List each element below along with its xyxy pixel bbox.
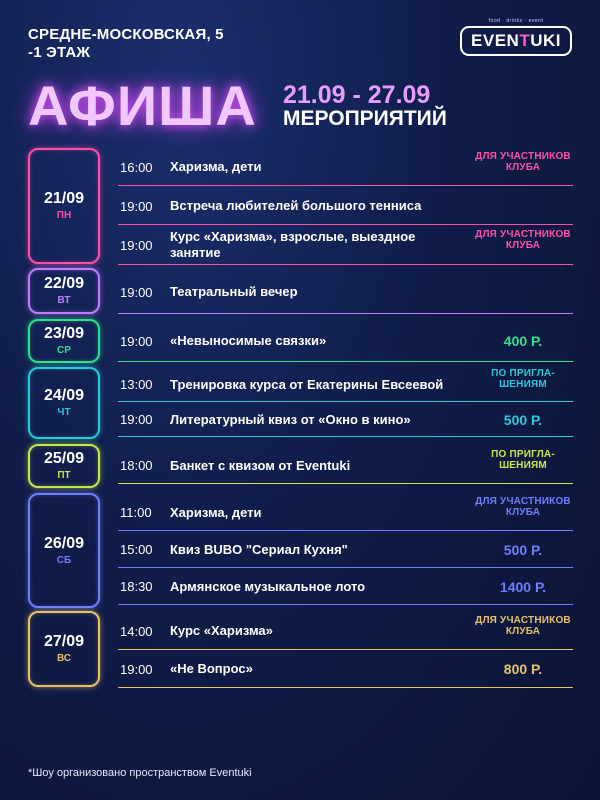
event-price: ДЛЯ УЧАСТНИКОВ КЛУБА	[475, 496, 571, 518]
event-time: 19:00	[120, 199, 153, 214]
event-time: 15:00	[120, 542, 153, 557]
event-price: 400 Р.	[503, 333, 543, 349]
event-price: 800 Р.	[503, 661, 543, 677]
event-price: 500 Р.	[503, 412, 543, 428]
event-time: 16:00	[120, 160, 153, 175]
event-row	[118, 270, 573, 314]
day-date: 26/09	[43, 534, 85, 552]
event-row	[118, 494, 573, 531]
event-row	[118, 225, 573, 265]
event-name: Армянское музыкальное лото	[170, 579, 366, 594]
event-time: 13:00	[120, 377, 153, 392]
event-time: 19:00	[120, 334, 153, 349]
event-name: Встреча любителей большого тенниса	[170, 198, 422, 213]
event-price: 500 Р.	[503, 542, 543, 558]
event-row	[118, 568, 573, 605]
event-name: Харизма, дети	[170, 159, 262, 174]
event-price: ДЛЯ УЧАСТНИКОВ КЛУБА	[475, 229, 571, 251]
venue-address	[28, 26, 224, 62]
event-time: 19:00	[120, 238, 153, 253]
logo-tagline: food · drinks · event	[488, 18, 544, 24]
day-date: 27/09	[43, 633, 85, 650]
event-name: Харизма, дети	[170, 505, 262, 520]
day-badge	[28, 148, 100, 264]
event-time: 14:00	[120, 624, 153, 639]
event-name: Курс «Харизма»	[170, 623, 273, 638]
event-name: Банкет с квизом от Eventuki	[170, 458, 351, 473]
brand-logo	[460, 18, 572, 56]
event-name: Курс «Харизма», взрослые, выездное занятие	[170, 229, 416, 260]
day-weekday: ЧТ	[57, 407, 71, 418]
event-name: Квиз BUBO "Сериал Кухня"	[170, 542, 348, 557]
day-badge	[28, 493, 100, 608]
event-row	[118, 612, 573, 650]
day-date: 21/09	[43, 190, 85, 207]
day-badge	[28, 444, 100, 488]
event-time: 18:00	[120, 458, 153, 473]
event-name: «Невыносимые связки»	[170, 333, 327, 348]
event-row	[118, 650, 573, 688]
footnote: *Шоу организовано пространством Eventuki	[28, 767, 252, 779]
day-weekday: СБ	[56, 554, 72, 566]
event-price: ДЛЯ УЧАСТНИКОВ КЛУБА	[475, 615, 571, 637]
event-row	[118, 148, 573, 186]
event-name: Литературный квиз от «Окно в кино»	[170, 412, 411, 427]
page-subtitle: МЕРОПРИЯТИЙ	[283, 107, 447, 130]
event-price: ПО ПРИГЛА-ШЕНИЯМ	[491, 368, 555, 390]
day-weekday: ПТ	[57, 470, 71, 481]
event-price: ДЛЯ УЧАСТНИКОВ КЛУБА	[475, 151, 571, 173]
event-name: Тренировка курса от Екатерины Евсеевой	[170, 377, 444, 392]
event-name: Театральный вечер	[170, 284, 298, 299]
day-badge	[28, 611, 100, 687]
day-date: 22/09	[43, 275, 85, 292]
day-weekday: СР	[57, 345, 71, 356]
event-time: 11:00	[120, 505, 152, 520]
date-range: 21.09 - 27.09	[283, 81, 431, 109]
address-line-1: СРЕДНЕ-МОСКОВСКАЯ, 5	[28, 26, 224, 43]
event-row	[118, 320, 573, 362]
event-row	[118, 531, 573, 568]
page-title: АФИША	[28, 74, 257, 137]
event-row	[118, 402, 573, 437]
day-date: 23/09	[43, 325, 85, 342]
event-name: «Не Вопрос»	[170, 661, 253, 676]
event-time: 19:00	[120, 285, 153, 300]
day-weekday: ПН	[56, 210, 72, 221]
event-row	[118, 367, 573, 402]
day-badge	[28, 268, 100, 314]
day-date: 25/09	[43, 450, 85, 467]
event-time: 19:00	[120, 412, 153, 427]
event-row	[118, 187, 573, 225]
day-weekday: ВС	[56, 653, 72, 664]
address-line-2: -1 ЭТАЖ	[28, 44, 91, 61]
day-badge	[28, 367, 100, 439]
day-weekday: ВТ	[57, 295, 71, 306]
day-date: 24/09	[43, 387, 85, 404]
event-time: 19:00	[120, 662, 153, 677]
logo-wordmark: EVENTUKI	[460, 26, 572, 56]
event-time: 18:30	[120, 579, 153, 594]
event-price: ПО ПРИГЛА-ШЕНИЯМ	[491, 449, 555, 471]
event-price: 1400 Р.	[499, 579, 547, 595]
event-row	[118, 447, 573, 484]
day-badge	[28, 319, 100, 363]
